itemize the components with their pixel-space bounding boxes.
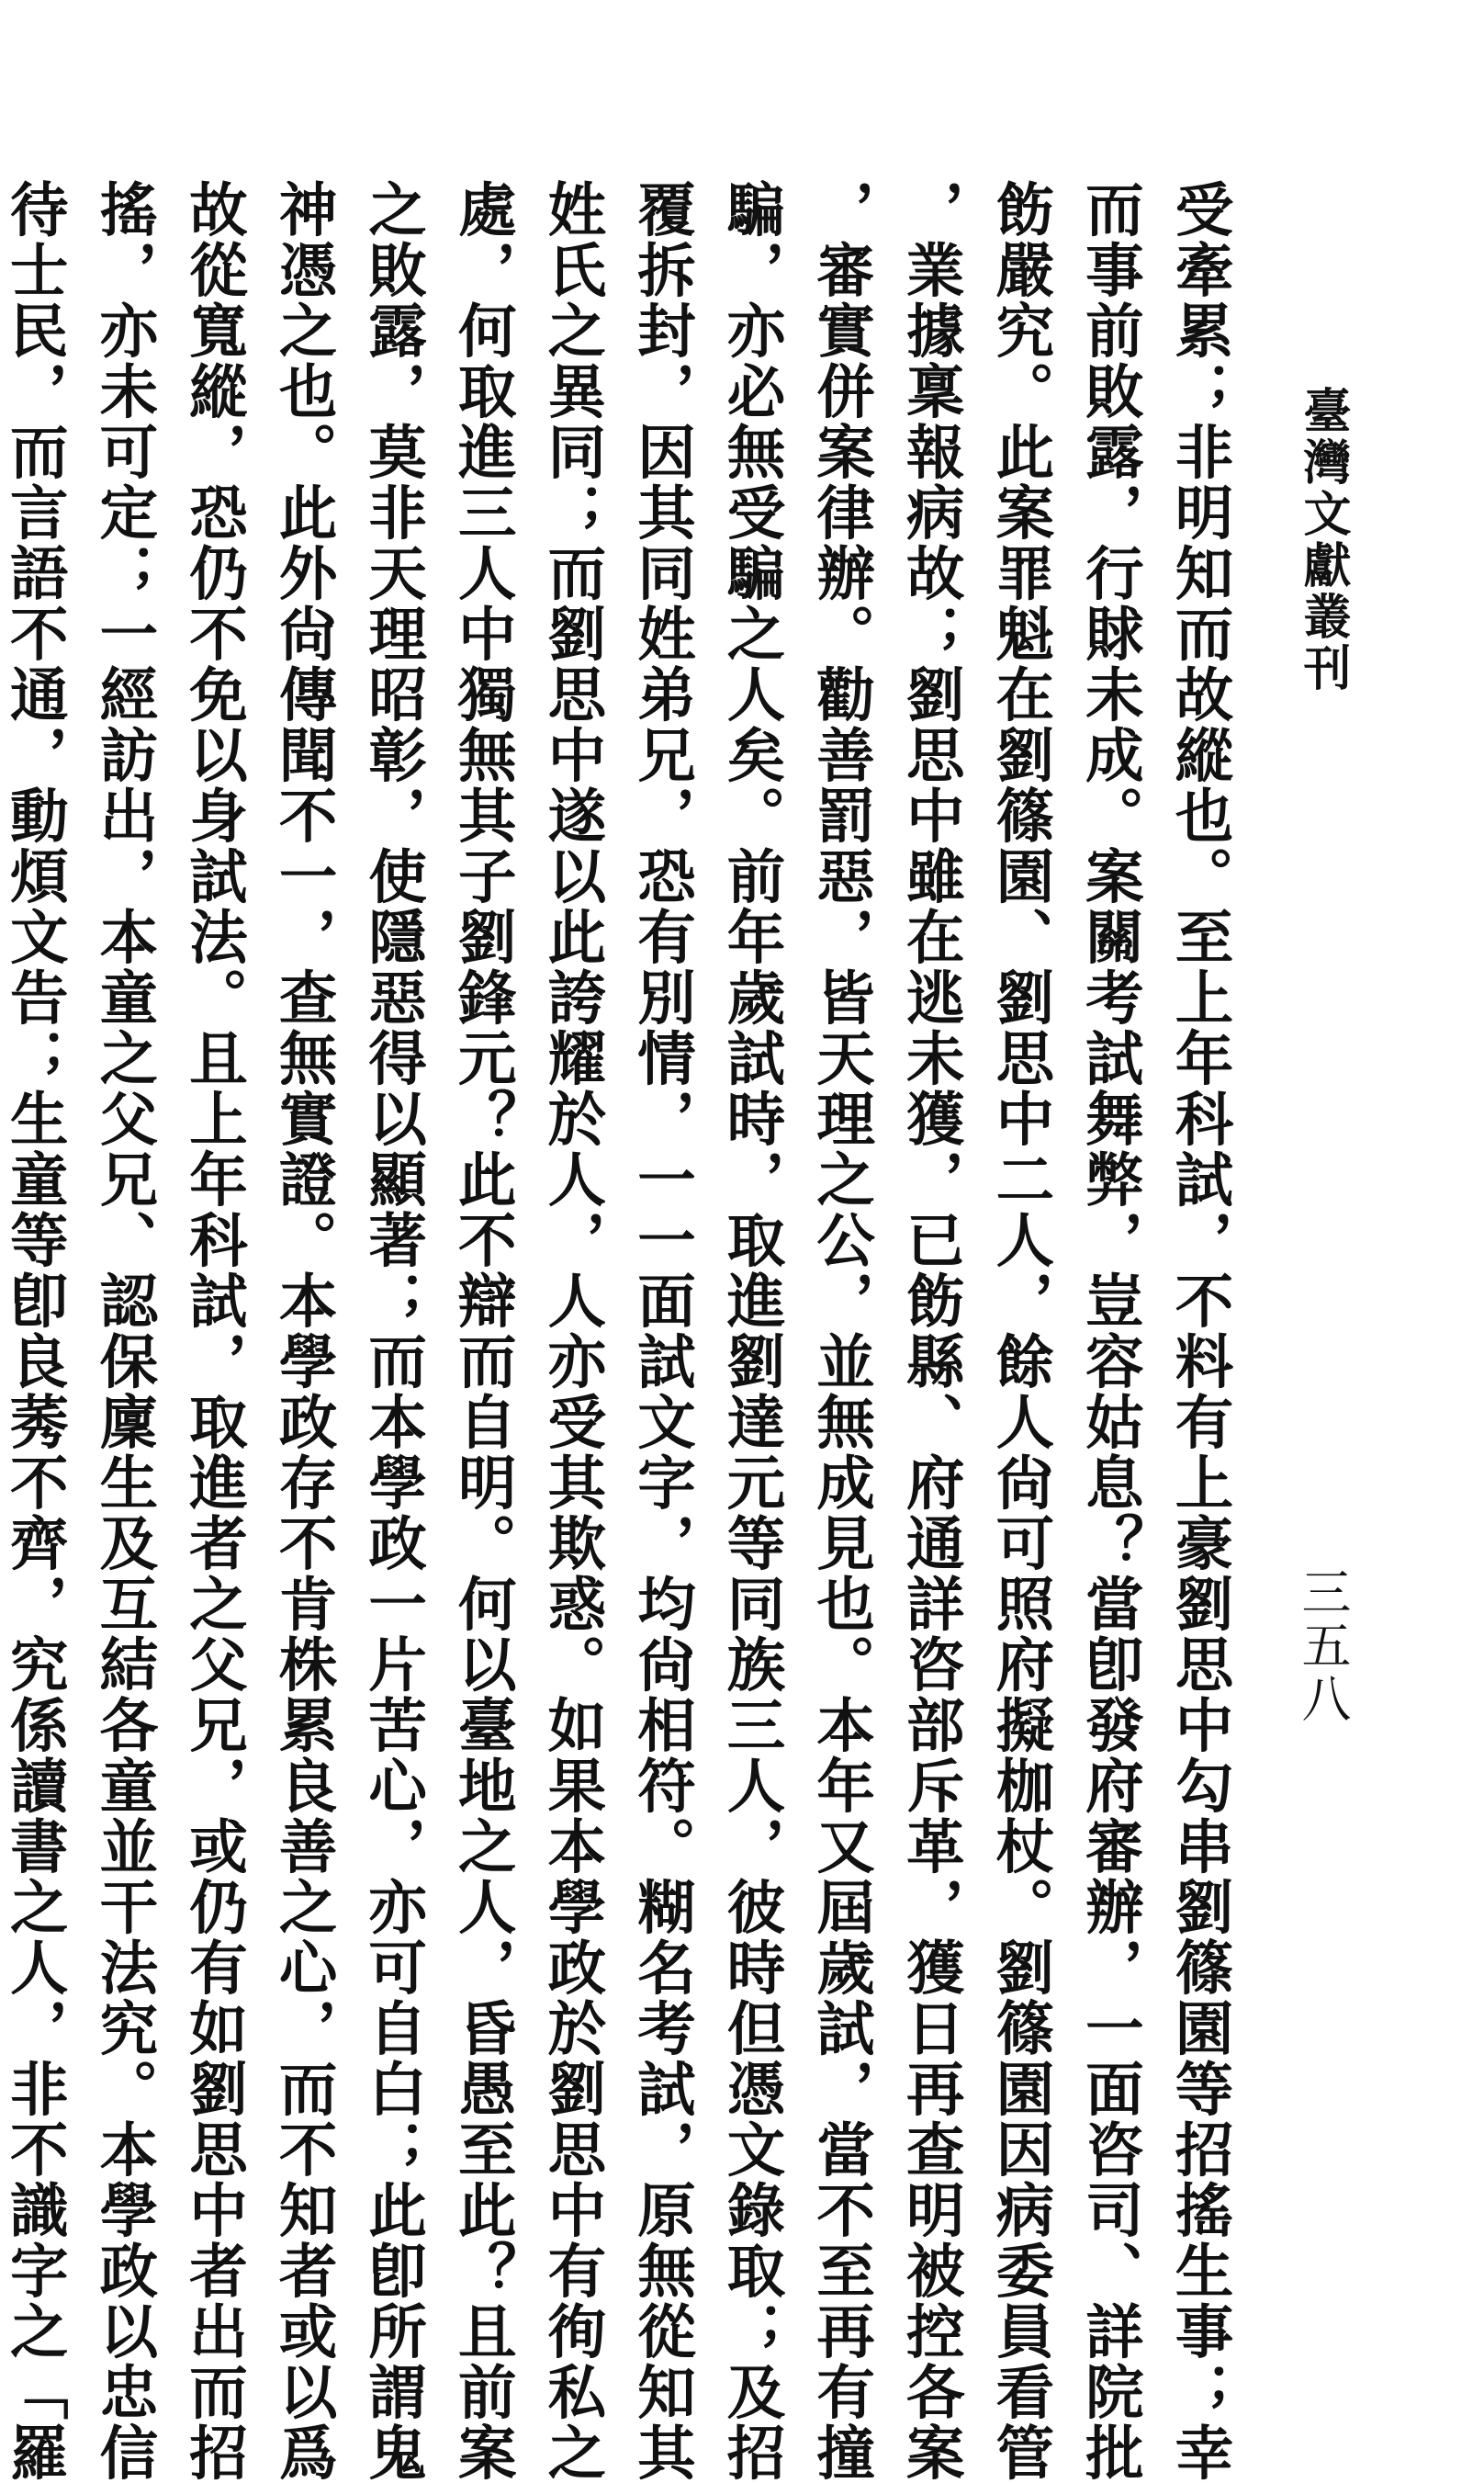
text-column-7: 覆拆封，因其同姓弟兄，恐有別情，一一面試文字，均尙相符。糊名考試，原無從知其 (628, 179, 698, 2483)
text-column-4: ，業據稟報病故；劉思中雖在逃未獲，已飭縣、府通詳咨部斥革，獲日再查明被控各案 (897, 179, 967, 2483)
text-column-10: 之敗露，莫非天理昭彰，使隱惡得以顯著；而本學政一片苦心，亦可自白；此卽所謂鬼 (359, 179, 429, 2483)
text-column-9: 處，何取進三人中獨無其子劉鋒元？此不辯而自明。何以臺地之人，昏愚至此？且前案 (449, 179, 519, 2483)
page-number: 三五八 (1294, 1566, 1352, 1726)
text-column-5: ，審實併案律辦。勸善罰惡，皆天理之公，並無成見也。本年又屆歲試，當不至再有撞 (807, 179, 877, 2483)
body-text (0, 179, 1245, 2483)
text-column-8: 姓氏之異同；而劉思中遂以此誇耀於人，人亦受其欺惑。如果本學政於劉思中有徇私之 (538, 179, 608, 2483)
text-column-13: 搖，亦未可定；一經訪出，本童之父兄、認保廩生及互結各童並干法究。本學政以忠信 (90, 179, 160, 2483)
text-column-1: 受牽累；非明知而故縱也。至上年科試，不料有上豪劉思中勾串劉篠園等招搖生事；幸 (1166, 179, 1235, 2483)
text-column-3: 飭嚴究。此案罪魁在劉篠園、劉思中二人，餘人尙可照府擬枷杖。劉篠園因病委員看管 (986, 179, 1056, 2483)
text-column-14: 待士民，而言語不通，動煩文告；生童等卽良莠不齊，究係讀書之人，非不識字之「羅 (1, 179, 71, 2483)
text-column-11: 神憑之也。此外尙傳聞不一，查無實證。本學政存不肯株累良善之心，而不知者或以爲 (270, 179, 340, 2483)
running-title: 臺灣文獻叢刊 (1295, 386, 1351, 694)
text-column-2: 而事前敗露，行賕未成。案關考試舞弊，豈容姑息？當卽發府審辦，一面咨司、詳院批 (1076, 179, 1146, 2483)
text-column-6: 騙，亦必無受騙之人矣。前年歲試時，取進劉達元等同族三人，彼時但憑文錄取；及招 (718, 179, 788, 2483)
text-column-12: 故從寬縱，恐仍不免以身試法。且上年科試，取進者之父兄，或仍有如劉思中者出而招 (180, 179, 250, 2483)
